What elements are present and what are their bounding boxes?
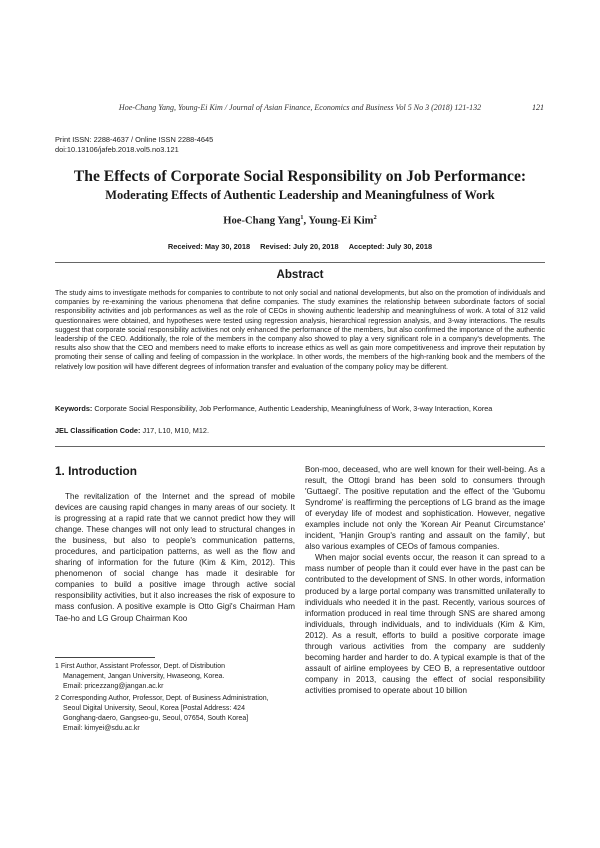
- issn-line: Print ISSN: 2288-4637 / Online ISSN 2288-4645: [55, 135, 214, 144]
- abstract-top-rule: [55, 262, 545, 263]
- jel-text: J17, L10, M10, M12.: [140, 426, 209, 435]
- page-number: 121: [532, 103, 544, 112]
- running-head: Hoe-Chang Yang, Young-Ei Kim / Journal of Asian Finance, Economics and Business Vol 5 No 3 (2018) 121-132: [118, 103, 482, 112]
- left-column: [55, 491, 295, 624]
- paper-title: The Effects of Corporate Social Responsibility on Job Performance:: [73, 168, 527, 185]
- jel-label: JEL Classification Code:: [55, 426, 141, 435]
- abstract-text: The study aims to investigate methods for companies to contribute to not only social and national developments, but also on the promotion of individuals and companies by re-examining the various phenomena that define companies. The study examines the relationship between subordinate factors of social responsibility activities and job performances as well as the role of CEOs in showing authentic leadership and meaningfulness of work. A total of 312 valid questionnaires were obtained, and hypotheses were tested using regression analysis, hierarchical regression analysis, and 3-way interactions. The results suggest that corporate social responsibility activities not only enhanced the performance of the members, but also confirmed the importance of the authentic leadership of the CEO. Additionally, the role of the members in the company also showed to play a very significant role in a company's developments. The results also show that the CEO and members need to make efforts to increase ethics as well as gain more competitiveness and improve their reputation by promoting their sense of calling and feeling of compassion in the workplace. In other words, the members of the high-ranking book and the members of the relatively low position will have different degrees of information transfer and evaluation of the company policy may be different.: [55, 290, 545, 371]
- dates-line: [40, 242, 560, 251]
- author-1: Hoe-Chang Yang: [223, 215, 301, 227]
- author-2: Young-Ei Kim: [308, 215, 374, 227]
- doi-line: doi:10.13106/jafeb.2018.vol5.no3.121: [55, 144, 179, 154]
- author-line: [40, 214, 560, 227]
- footnote-1-line-1: 1 First Author, Assistant Professor, Dept. of Distribution: [55, 663, 226, 670]
- footnote-2-email: Email: kimyei@sdu.ac.kr: [63, 725, 140, 733]
- abstract-heading: Abstract: [276, 268, 324, 281]
- intro-paragraph-2: When major social events occur, the reason it can spread to a mass number of people than it could ever have in the past can be contributed to the development of SNS. In other words, information produced by a large portal company was transmitted unilaterally to individuals who needed it in the past. Recently, various sources of information produced in real time through SNS are shared among individuals, through individuals, and to individuals (Kim & Kim, 2012). As a result, efforts to build a positive corporate image through various activities from the company are suddenly becoming harder and harder to do. A typical example is that of the assault of airline employees by CEO B, a representative outdoor company in 2013, causing the effect of social responsibility activities promised to operate about 10 billion: [305, 553, 545, 695]
- intro-paragraph-1: The revitalization of the Internet and the spread of mobile devices are causing rapid changes in many areas of our society. It is progressing at a rapid rate that we cannot predict how they will change. These changes will not only lead to structural changes in the business, but also to people's communication patterns, procedures, and participation patterns, as well as the flow and sharing of information for the future (Kim & Kim, 2012). This phenomenon of social change has made it desirable for companies to build a positive image through active social responsibility activities, but it also increases the risk of exposure to mass confusion. A positive example is Otto Gigi's Chairman Ham Tae-ho and LG Group Chairman Koo: [55, 492, 295, 623]
- abstract-bottom-rule: [55, 446, 545, 447]
- jel-codes: [55, 426, 545, 436]
- footnote-2-line-1: 2 Corresponding Author, Professor, Dept. of Business Administration,: [55, 694, 269, 702]
- right-column: [305, 464, 545, 696]
- footnote-2-line-3: Gonghang-daero, Gangseo-gu, Seoul, 07654, South Korea]: [63, 715, 249, 723]
- author-1-affil: 1: [300, 214, 304, 221]
- keywords-label: Keywords:: [55, 404, 93, 413]
- footnote-rule: [55, 657, 155, 658]
- section-heading-introduction: 1. Introduction: [55, 464, 137, 478]
- issn-block: [55, 135, 213, 154]
- received-date: Received: May 30, 2018: [167, 242, 251, 251]
- author-2-affil: 2: [373, 214, 377, 221]
- revised-date: Revised: July 20, 2018: [260, 242, 339, 251]
- footnotes: [55, 662, 295, 735]
- footnote-2-line-2: Seoul Digital University, Seoul, Korea [Postal Address: 424: [63, 704, 245, 712]
- footnote-1: [55, 662, 295, 693]
- footnote-2: [55, 694, 295, 735]
- paper-subtitle: Moderating Effects of Authentic Leadership and Meaningfulness of Work: [105, 188, 495, 202]
- footnote-1-line-2: Management, Jangan University, Hwaseong, Korea.: [63, 673, 225, 681]
- intro-paragraph-continued: Bon-moo, deceased, who are well known for their well-being. As a result, the Ottogi brand has been sold to consumers through 'Guttaegi'. The positive reputation and the effect of the 'Gubomu Syndrome' is reaffirming the perceptions of LG brand as the image of everyday life of modest and sophistication. However, negative examples include not only the 'Korean Air Peanut Circumstance' incident, 'Hanjin Group's ranting and assault on the family', but also various examples of CEOs of famous companies.: [305, 465, 545, 552]
- author-sep: ,: [303, 215, 309, 227]
- footnote-1-email: Email: pricezzang@jangan.ac.kr: [63, 683, 164, 691]
- keywords-text: Corporate Social Responsibility, Job Performance, Authentic Leadership, Meaningfulness of Work, 3-way Interaction, Korea: [92, 404, 493, 413]
- accepted-date: Accepted: July 30, 2018: [348, 242, 433, 251]
- keywords: [55, 404, 545, 414]
